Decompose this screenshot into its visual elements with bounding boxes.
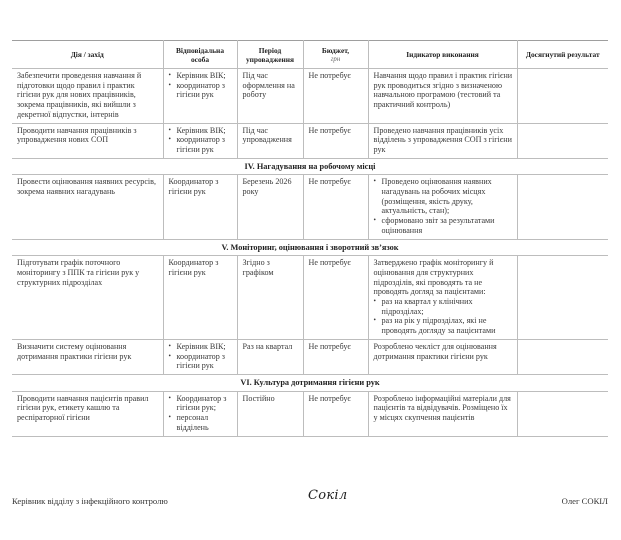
cell-period: Березень 2026 року xyxy=(237,175,303,239)
section-header-row xyxy=(12,239,608,256)
signature-block xyxy=(12,486,608,516)
table-row xyxy=(12,256,608,340)
cell-budget: Не потребує xyxy=(303,339,368,374)
indicator-intro: Затверджено графік моніторингу й оцінювання для структурних підрозділів, які проводять та не проводять догляд за пацієнтами: xyxy=(373,258,494,297)
cell-responsible: Координатор з гігієни рук xyxy=(163,175,237,239)
cell-indicator: Розроблено інформаційні матеріали для пацієнтів та відвідувачів. Розміщено їх у місцях скупчення пацієнтів xyxy=(368,391,517,436)
section-header-row xyxy=(12,374,608,391)
indicator-item: • Проведено оцінювання наявних нагадувань на робочих місцях (розміщення, якість друку, актуальність, стан); xyxy=(374,177,513,216)
cell-action: Проводити навчання працівників з упровадження нових СОП xyxy=(12,123,163,158)
cell-budget: Не потребує xyxy=(303,123,368,158)
cell-period: Згідно з графіком xyxy=(237,256,303,340)
cell-responsible xyxy=(163,391,237,436)
section-title-iv: IV. Нагадування на робочому місці xyxy=(12,158,608,175)
cell-indicator: Розроблено чекліст для оцінювання дотримання практики гігієни рук xyxy=(368,339,517,374)
responsible-item: • персонал відділень xyxy=(169,413,233,432)
table-row xyxy=(12,391,608,436)
header-budget xyxy=(303,41,368,69)
cell-result xyxy=(517,256,608,340)
table-row xyxy=(12,123,608,158)
table-row xyxy=(12,339,608,374)
handwritten-signature: Сокіл xyxy=(308,488,348,503)
responsible-item: • координатор з гігієни рук xyxy=(169,352,233,371)
header-budget-unit: грн xyxy=(330,55,341,63)
cell-budget: Не потребує xyxy=(303,256,368,340)
responsible-item: • координатор з гігієни рук xyxy=(169,135,233,154)
section-title-vi: VI. Культура дотримання гігієни рук xyxy=(12,374,608,391)
cell-period: Під час оформлення на роботу xyxy=(237,69,303,124)
header-period: Період упровадження xyxy=(237,41,303,69)
cell-result xyxy=(517,69,608,124)
cell-budget: Не потребує xyxy=(303,175,368,239)
action-plan-table xyxy=(12,40,608,437)
cell-period: Раз на квартал xyxy=(237,339,303,374)
section-title-v: V. Моніторинг, оцінювання і зворотний зв’язок xyxy=(12,239,608,256)
header-result: Досягнутий результат xyxy=(517,41,608,69)
table-row xyxy=(12,175,608,239)
cell-action: Забезпечити проведення навчання й підготовки щодо правил і практик гігієни рук для нових працівників, зокрема працівників, які вийшли з декретної відпустки, інтернів xyxy=(12,69,163,124)
indicator-item: • раз на рік у підрозділах, які не проводять догляду за пацієнтами xyxy=(374,316,513,335)
cell-indicator xyxy=(368,175,517,239)
table-header-row xyxy=(12,41,608,69)
cell-action: Провести оцінювання наявних ресурсів, зокрема наявних нагадувань xyxy=(12,175,163,239)
cell-responsible xyxy=(163,69,237,124)
header-action: Дія / захід xyxy=(12,41,163,69)
header-responsible: Відповідальна особа xyxy=(163,41,237,69)
responsible-item: • Керівник ВІК; xyxy=(169,71,233,81)
document-page xyxy=(12,40,608,437)
cell-period: Під час упровадження xyxy=(237,123,303,158)
cell-result xyxy=(517,339,608,374)
signer-position: Керівник відділу з інфекційного контролю xyxy=(12,496,168,506)
cell-responsible xyxy=(163,123,237,158)
cell-action: Проводити навчання пацієнтів правил гігієни рук, етикету кашлю та респіраторної гігієни xyxy=(12,391,163,436)
cell-responsible: Координатор з гігієни рук xyxy=(163,256,237,340)
cell-action: Підготувати графік поточного моніторингу з ППК та гігієни рук у структурних підрозділах xyxy=(12,256,163,340)
cell-result xyxy=(517,123,608,158)
cell-indicator: Проведено навчання працівників усіх відділень з упровадження СОП з гігієни рук xyxy=(368,123,517,158)
responsible-item: • координатор з гігієни рук xyxy=(169,81,233,100)
responsible-item: • Координатор з гігієни рук; xyxy=(169,394,233,413)
section-header-row xyxy=(12,158,608,175)
indicator-item: • раз на квартал у клінічних підрозділах; xyxy=(374,297,513,316)
indicator-item: • сформовано звіт за результатами оцінювання xyxy=(374,216,513,235)
cell-indicator xyxy=(368,256,517,340)
signer-name: Олег СОКІЛ xyxy=(561,496,608,506)
cell-responsible xyxy=(163,339,237,374)
header-indicator: Індикатор виконання xyxy=(368,41,517,69)
header-budget-label: Бюджет, xyxy=(321,45,350,55)
table-row xyxy=(12,69,608,124)
responsible-item: • Керівник ВІК; xyxy=(169,126,233,136)
cell-budget: Не потребує xyxy=(303,69,368,124)
cell-indicator: Навчання щодо правил і практик гігієни рук проводиться згідно з визначеною навчальною програмою (тестовий та практичний контроль) xyxy=(368,69,517,124)
responsible-item: • Керівник ВІК; xyxy=(169,342,233,352)
cell-result xyxy=(517,391,608,436)
cell-action: Визначити систему оцінювання дотримання практики гігієни рук xyxy=(12,339,163,374)
cell-result xyxy=(517,175,608,239)
cell-budget: Не потребує xyxy=(303,391,368,436)
cell-period: Постійно xyxy=(237,391,303,436)
